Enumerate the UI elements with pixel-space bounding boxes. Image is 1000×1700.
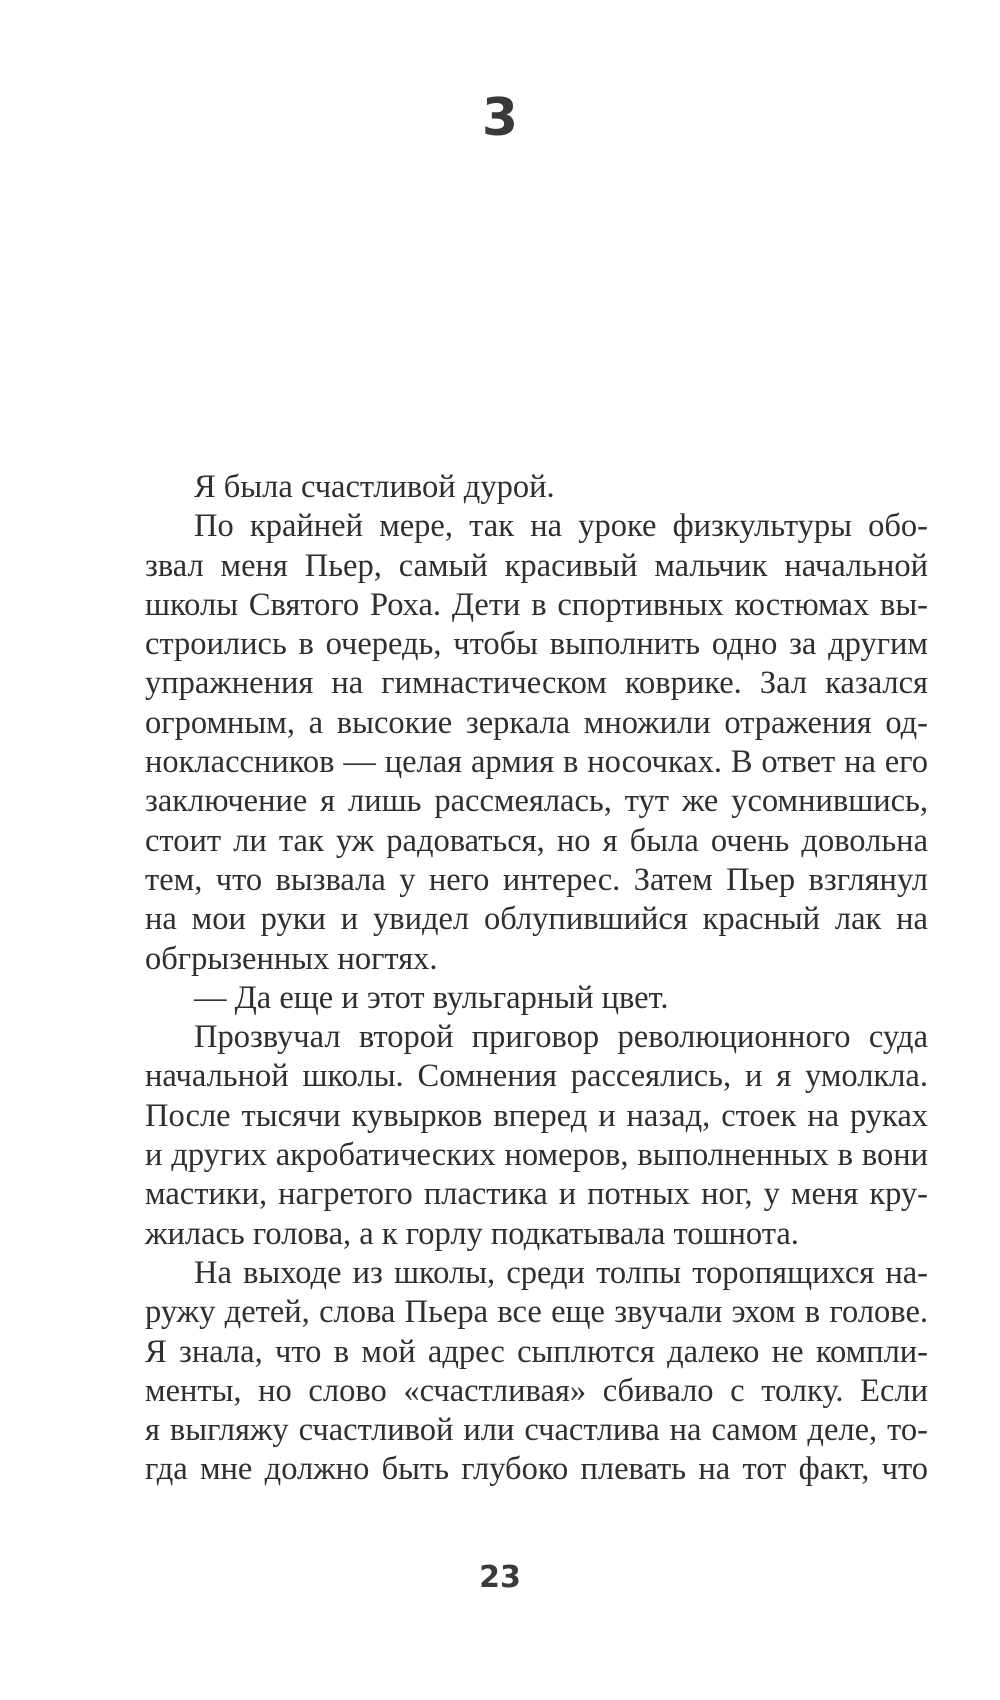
text-line: школы Святого Роха. Дети в спортивных костюмах вы- [145,586,928,623]
text-line: огромным, а высокие зеркала множили отражения од- [145,704,928,741]
text-line: менты, но слово «счастливая» сбивало с толку. Если [145,1372,928,1409]
paragraph [145,1254,928,1490]
text-line: ружу детей, слова Пьера все еще звучали эхом в голове. [145,1294,928,1331]
text-line: заключение я лишь рассмеялась, тут же усомнившись, [145,783,928,820]
text-line: звал меня Пьер, самый красивый мальчик начальной [145,547,928,584]
paragraph [145,468,928,507]
text-line: на мои руки и увидел облупившийся красный лак на [145,901,928,938]
page-number: 23 [479,1560,521,1595]
text-line: начальной школы. Сомнения рассеялись, и я умолкла. [145,1058,928,1095]
text-line: стоит ли так уж радоваться, но я была очень довольна [145,822,928,859]
text-line: На выходе из школы, среди толпы торопящихся на- [194,1254,928,1291]
text-line: я выгляжу счастливой или счастлива на самом деле, то- [145,1412,928,1449]
text-line: упражнения на гимнастическом коврике. Зал казался [145,665,928,702]
text-line: По крайней мере, так на уроке физкультуры обо- [194,508,928,545]
text-line: — Да еще и этот вульгарный цвет. [194,979,669,1016]
text-line: тем, что вызвала у него интерес. Затем Пьер взглянул [145,861,928,898]
paragraph [145,507,928,979]
text-line: Прозвучал второй приговор революционного суда [194,1019,928,1056]
text-line: гда мне должно быть глубоко плевать на тот факт, что [145,1451,928,1488]
text-line: жилась голова, а к горлу подкатывала тошнота. [145,1215,799,1252]
text-line: строились в очередь, чтобы выполнить одно за другим [145,626,928,663]
paragraph [145,979,928,1018]
body-text [145,468,928,1490]
text-line: Я была счастливой дурой. [194,469,555,505]
chapter-number: 3 [481,88,519,148]
text-line: обгрызенных ногтях. [145,940,438,977]
text-line: и других акробатических номеров, выполненных в вони [145,1137,928,1174]
text-line: мастики, нагретого пластика и потных ног, у меня кру- [145,1176,928,1213]
text-line: ноклассников — целая армия в носочках. В ответ на его [145,744,928,781]
text-line: Я знала, что в мой адрес сыплются далеко не компли- [145,1333,928,1370]
text-line: После тысячи кувырков вперед и назад, стоек на руках [145,1097,928,1134]
paragraph [145,1018,928,1254]
